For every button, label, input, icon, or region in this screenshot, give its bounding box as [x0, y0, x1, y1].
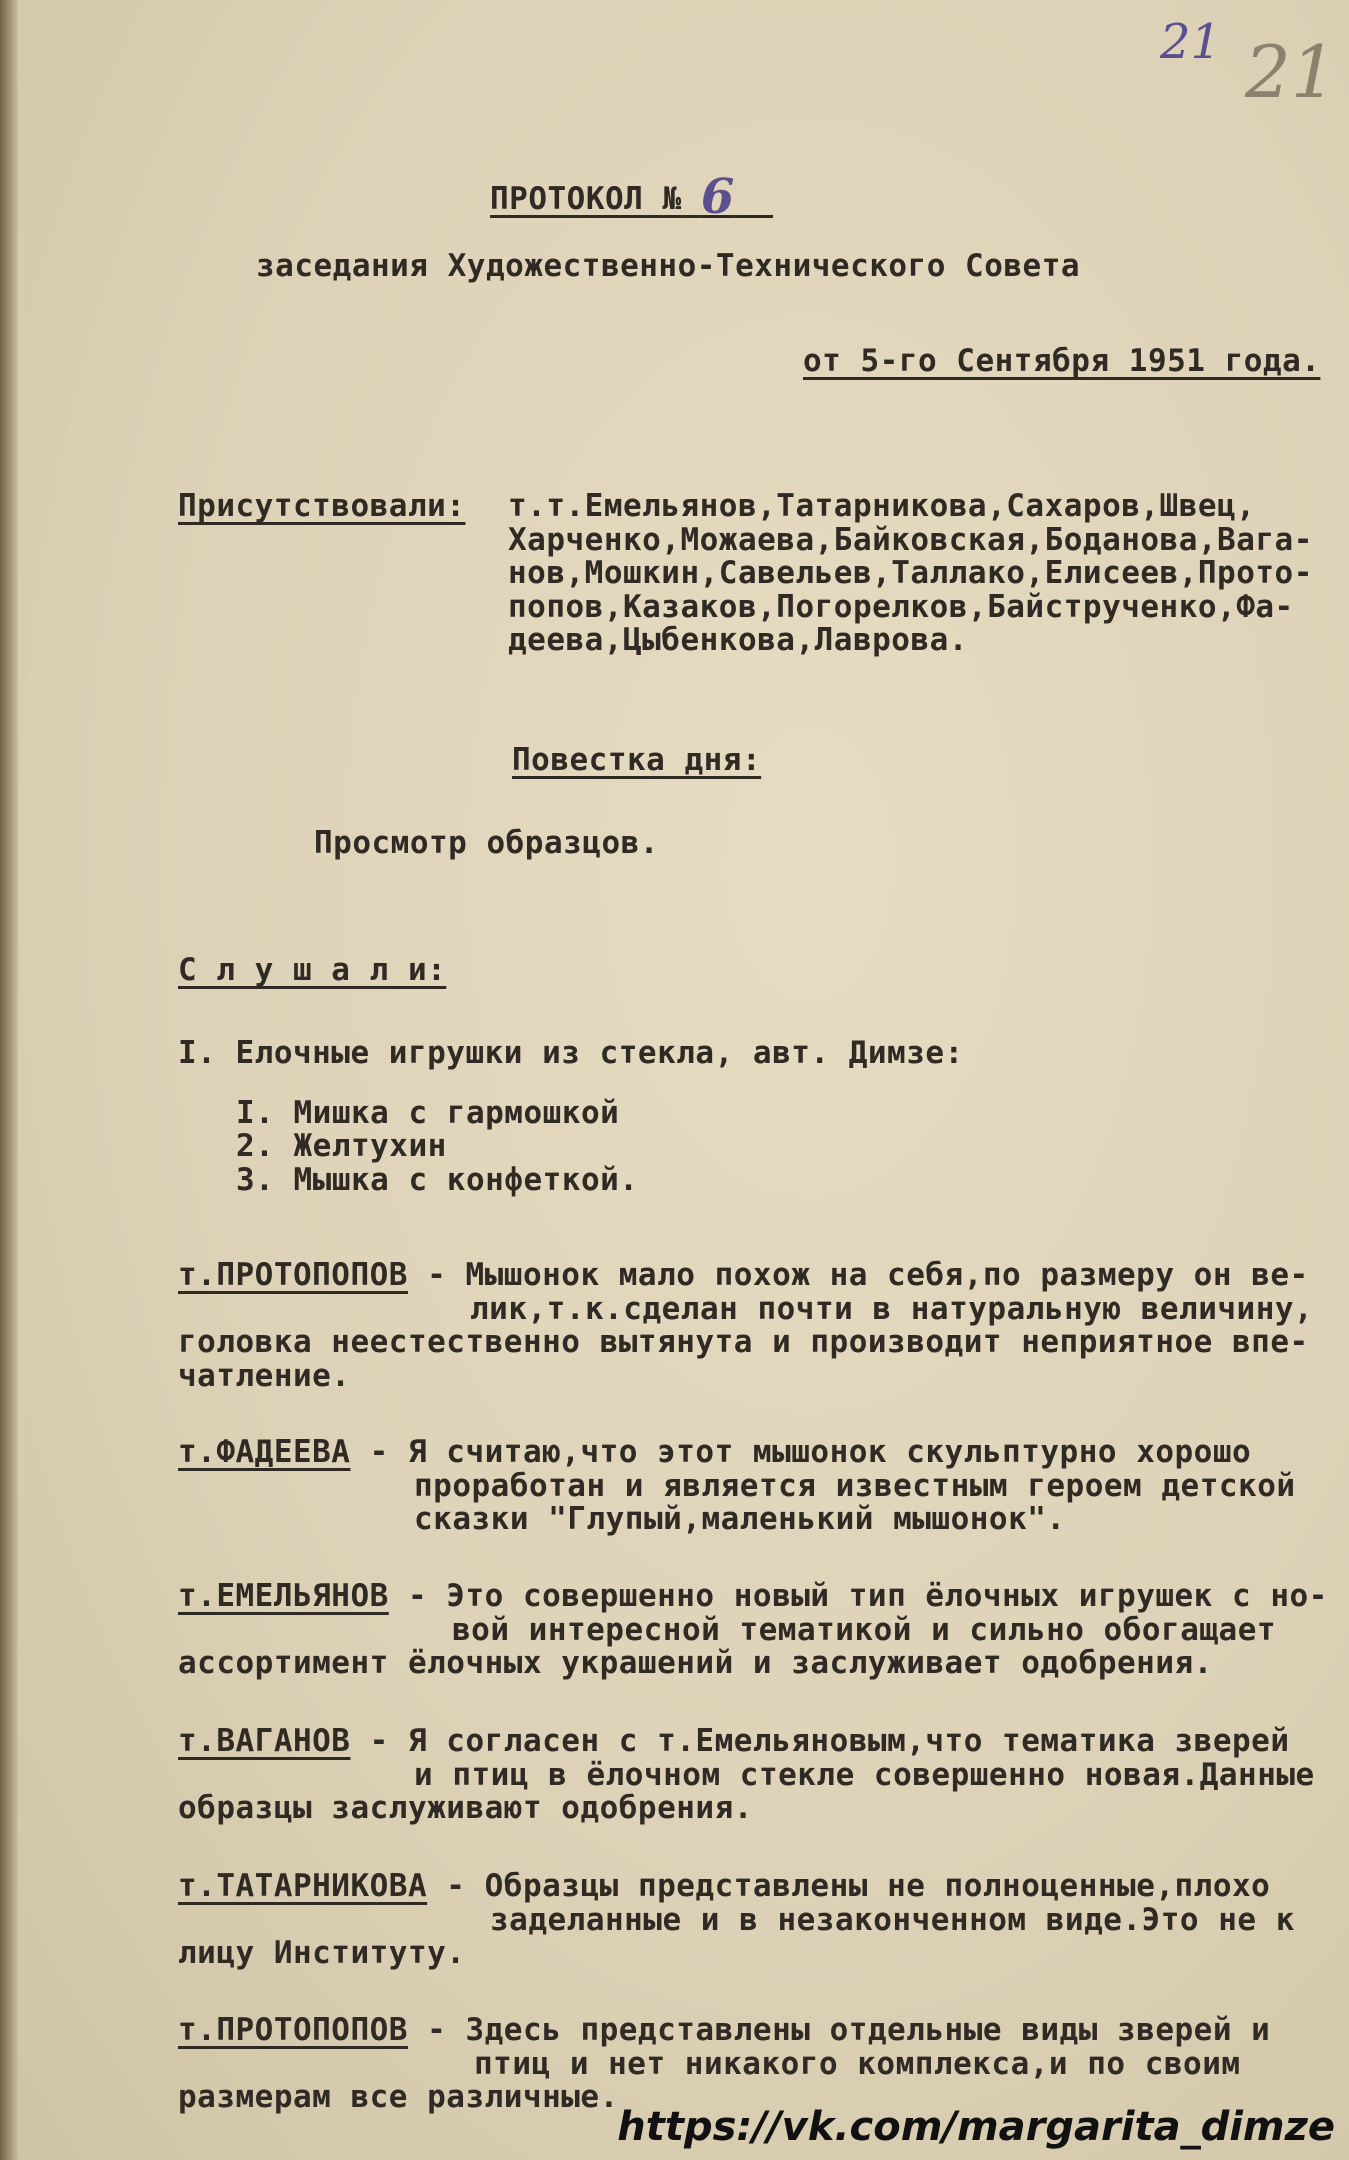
heard-subitem: I. Мишка с гармошкой [236, 1095, 620, 1131]
subtitle: заседания Художественно-Технического Совета [256, 248, 1081, 284]
attendance-line: Харченко,Можаева,Байковская,Боданова,Вага- [508, 522, 1313, 558]
speaker-name: т.ТАТАРНИКОВА [178, 1868, 428, 1904]
protocol-number: 6 [700, 169, 735, 225]
protocol-title: ПРОТОКОЛ № 6 [490, 169, 735, 225]
remark-line: ассортимент ёлочных украшений и заслуживает одобрения. [178, 1645, 1213, 1681]
page-number-pencil: 21 [1245, 30, 1337, 114]
attendance-line: т.т.Емельянов,Татарникова,Сахаров,Швец, [508, 488, 1256, 524]
agenda-text: Просмотр образцов. [314, 825, 659, 861]
remark-line: лик,т.к.сделан почти в натуральную величину, [470, 1291, 1314, 1327]
meeting-date: от 5-го Сентября 1951 года. [803, 343, 1321, 379]
remark-line: сказки "Глупый,маленький мышонок". [414, 1501, 1066, 1537]
attendance-line: нов,Мошкин,Савельев,Таллако,Елисеев,Прото- [508, 555, 1313, 591]
speaker-name: т.ФАДЕЕВА [178, 1434, 351, 1470]
remark-line: чатление. [178, 1358, 351, 1394]
speaker-name: т.ВАГАНОВ [178, 1723, 351, 1759]
watermark-link[interactable]: https://vk.com/margarita_dimze [617, 2104, 1335, 2150]
remark-first-line: т.ПРОТОПОПОВ - Здесь представлены отдельные виды зверей и [178, 2012, 1271, 2048]
attendance-line: деева,Цыбенкова,Лаврова. [508, 622, 968, 658]
remark-line: лицу Институту. [178, 1935, 466, 1971]
speaker-name: т.ЕМЕЛЬЯНОВ [178, 1578, 389, 1614]
binding-edge [0, 0, 18, 2160]
remark-line: птиц и нет никакого комплекса,и по своим [474, 2046, 1241, 2082]
heard-subitem: 3. Мышка с конфеткой. [236, 1162, 639, 1198]
attendance-line: попов,Казаков,Погорелков,Байструченко,Фа- [508, 589, 1294, 625]
heard-subitem: 2. Желтухин [236, 1128, 447, 1164]
remark-line: образцы заслуживают одобрения. [178, 1790, 753, 1826]
speaker-name: т.ПРОТОПОПОВ [178, 2012, 408, 2048]
remark-first-line: т.ПРОТОПОПОВ - Мышонок мало похож на себя,по размеру он ве- [178, 1257, 1309, 1293]
heard-label: С л у ш а л и: [178, 952, 447, 988]
remark-first-line: т.ЕМЕЛЬЯНОВ - Это совершенно новый тип ёлочных игрушек с но- [178, 1578, 1328, 1614]
remark-line: и птиц в ёлочном стекле совершенно новая.Данные [414, 1757, 1315, 1793]
speaker-name: т.ПРОТОПОПОВ [178, 1257, 408, 1293]
remark-line: вой интересной тематикой и сильно обогащает [452, 1612, 1277, 1648]
remark-line: проработан и является известным героем детской [414, 1468, 1296, 1504]
heard-item: I. Елочные игрушки из стекла, авт. Димзе: [178, 1035, 964, 1071]
attendance-label: Присутствовали: [178, 488, 466, 524]
remark-first-line: т.ФАДЕЕВА - Я считаю,что этот мышонок скульптурно хорошо [178, 1434, 1252, 1470]
page-number-blue: 21 [1160, 14, 1222, 70]
remark-line: головка неестественно вытянута и производит неприятное впе- [178, 1324, 1309, 1360]
agenda-label: Повестка дня: [512, 742, 762, 778]
remark-first-line: т.ВАГАНОВ - Я согласен с т.Емельяновым,что тематика зверей [178, 1723, 1290, 1759]
remark-first-line: т.ТАТАРНИКОВА - Образцы представлены не полноценные,плохо [178, 1868, 1271, 1904]
remark-line: заделанные и в незаконченном виде.Это не к [490, 1902, 1295, 1938]
remark-line: размерам все различные. [178, 2079, 619, 2115]
